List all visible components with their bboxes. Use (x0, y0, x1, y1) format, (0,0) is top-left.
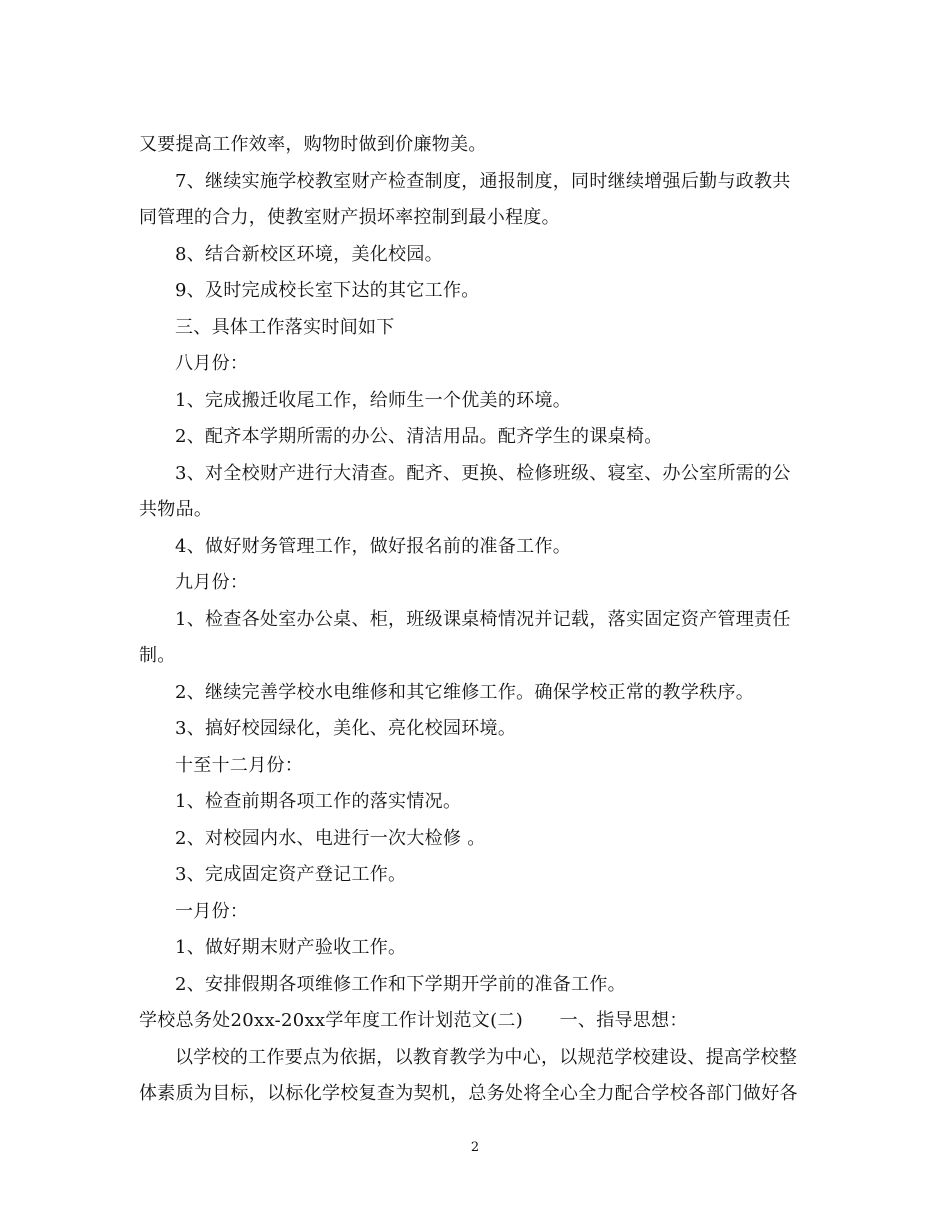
text-line: 7、继续实施学校教室财产检查制度，通报制度，同时继续增强后勤与政教共 (175, 170, 791, 192)
text-line: 学校总务处20xx-20xx学年度工作计划范文(二) 一、指导思想： (139, 1010, 688, 1031)
text-line: 4、做好财务管理工作，做好报名前的准备工作。 (175, 535, 572, 557)
text-line: 3、完成固定资产登记工作。 (175, 864, 407, 885)
text-line: 9、及时完成校长室下达的其它工作。 (175, 280, 480, 301)
document-body (139, 127, 819, 1113)
text-line: 8、结合新校区环境，美化校园。 (175, 243, 443, 265)
text-line: 1、检查前期各项工作的落实情况。 (175, 791, 462, 812)
text-line: 共物品。 (139, 499, 213, 520)
text-line: 3、对全校财产进行大清查。配齐、更换、检修班级、寝室、办公室所需的公 (175, 462, 791, 484)
text-line: 2、配齐本学期所需的办公、清洁用品。配齐学生的课桌椅。 (175, 426, 663, 447)
text-line: 1、完成搬迁收尾工作，给师生一个优美的环境。 (175, 389, 572, 411)
text-line: 又要提高工作效率，购物时做到价廉物美。 (139, 134, 487, 155)
text-line: 2、对校园内水、电进行一次大检修 。 (175, 827, 486, 849)
page-number: 2 (470, 1140, 480, 1155)
text-line: 体素质为目标，以标化学校复查为契机，总务处将全心全力配合学校各部门做好各 (139, 1083, 798, 1104)
text-line: 同管理的合力，使教室财产损坏率控制到最小程度。 (139, 207, 560, 228)
text-line: 以学校的工作要点为依据，以教育教学为中心，以规范学校建设、提高学校整 (175, 1046, 798, 1068)
text-line: 十至十二月份： (175, 754, 304, 776)
text-line: 三、具体工作落实时间如下 (175, 316, 395, 338)
text-line: 一月份： (175, 900, 249, 922)
text-line: 2、安排假期各项维修工作和下学期开学前的准备工作。 (175, 973, 626, 995)
text-line: 八月份： (175, 353, 249, 374)
text-line: 1、检查各处室办公桌、柜，班级课桌椅情况并记载，落实固定资产管理责任 (175, 608, 791, 630)
text-line: 1、做好期末财产验收工作。 (175, 937, 407, 958)
text-line: 3、搞好校园绿化，美化、亮化校园环境。 (175, 718, 517, 739)
text-line: 制。 (139, 645, 176, 666)
text-line: 2、继续完善学校水电维修和其它维修工作。确保学校正常的教学秩序。 (175, 681, 755, 703)
text-line: 九月份： (175, 572, 249, 593)
